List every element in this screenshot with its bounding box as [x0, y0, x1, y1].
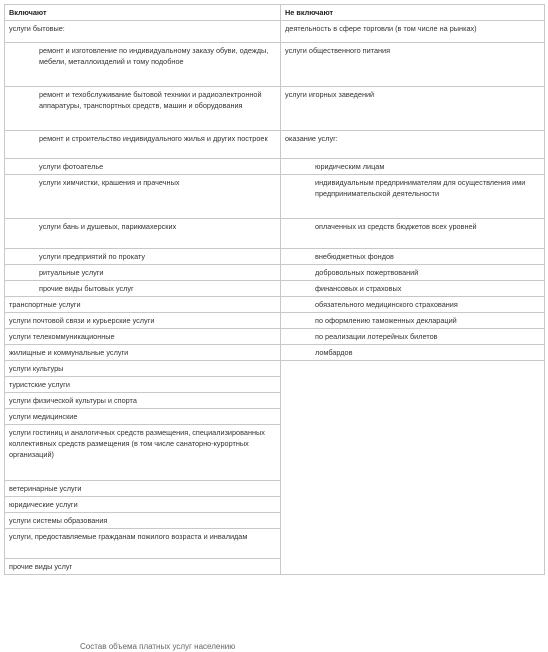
table-cell: услуги фотоателье — [5, 159, 281, 175]
table-row — [5, 21, 545, 43]
table-cell: индивидуальным предпринимателям для осуществления ими предпринимательской деятельности — [281, 175, 545, 219]
table-cell: услуги системы образования — [5, 513, 281, 529]
table-row — [5, 249, 545, 265]
services-table — [4, 4, 545, 575]
table-cell: услуги химчистки, крашения и прачечных — [5, 175, 281, 219]
table-row — [5, 329, 545, 345]
table-cell: услуги бань и душевых, парикмахерских — [5, 219, 281, 249]
table-cell: финансовых и страховых — [281, 281, 545, 297]
header-excludes: Не включают — [281, 5, 545, 21]
table-cell: услуги почтовой связи и курьерские услуги — [5, 313, 281, 329]
table-cell: услуги медицинские — [5, 409, 281, 425]
table-cell: по реализации лотерейных билетов — [281, 329, 545, 345]
table-cell: прочие виды бытовых услуг — [5, 281, 281, 297]
table-cell: юридические услуги — [5, 497, 281, 513]
table-cell: деятельность в сфере торговли (в том числе на рынках) — [281, 21, 545, 43]
table-row — [5, 219, 545, 249]
table-row — [5, 265, 545, 281]
table-cell: прочие виды услуг — [5, 559, 281, 575]
table-row — [5, 281, 545, 297]
table-row — [5, 131, 545, 159]
table-cell: услуги предприятий по прокату — [5, 249, 281, 265]
table-cell: услуги бытовые: — [5, 21, 281, 43]
table-cell: услуги физической культуры и спорта — [5, 393, 281, 409]
table-caption: Состав объема платных услуг населению — [80, 642, 236, 651]
table-cell: внебюджетных фондов — [281, 249, 545, 265]
table-row — [5, 297, 545, 313]
table-cell: жилищные и коммунальные услуги — [5, 345, 281, 361]
table-cell: ломбардов — [281, 345, 545, 361]
header-includes: Включают — [5, 5, 281, 21]
table-cell: транспортные услуги — [5, 297, 281, 313]
table-row — [5, 313, 545, 329]
table-cell: ветеринарные услуги — [5, 481, 281, 497]
table-cell: обязательного медицинского страхования — [281, 297, 545, 313]
table-row — [5, 159, 545, 175]
table-cell: услуги игорных заведений — [281, 87, 545, 131]
empty-cell — [281, 361, 545, 575]
table-cell: юридическим лицам — [281, 159, 545, 175]
table-cell: услуги культуры — [5, 361, 281, 377]
table-row — [5, 175, 545, 219]
table-row — [5, 345, 545, 361]
table-cell: оказание услуг: — [281, 131, 545, 159]
table-cell: ритуальные услуги — [5, 265, 281, 281]
table-cell: услуги телекоммуникационные — [5, 329, 281, 345]
table-row — [5, 87, 545, 131]
table-row — [5, 43, 545, 87]
header-row — [5, 5, 545, 21]
table-cell: туристские услуги — [5, 377, 281, 393]
table-cell: оплаченных из средств бюджетов всех уровней — [281, 219, 545, 249]
table-cell: ремонт и строительство индивидуального жилья и других построек — [5, 131, 281, 159]
table-row — [5, 361, 545, 377]
table-cell: услуги общественного питания — [281, 43, 545, 87]
table-cell: ремонт и техобслуживание бытовой техники и радиоэлектронной аппаратуры, транспортных средств, машин и оборудования — [5, 87, 281, 131]
table-cell: ремонт и изготовление по индивидуальному заказу обуви, одежды, мебели, металлоизделий и тому подобное — [5, 43, 281, 87]
table-cell: добровольных пожертвований — [281, 265, 545, 281]
table-cell: услуги гостиниц и аналогичных средств размещения, специализированных коллективных средств размещения (в том числе санаторно-курортных организаций) — [5, 425, 281, 481]
table-cell: по оформлению таможенных деклараций — [281, 313, 545, 329]
table-cell: услуги, предоставляемые гражданам пожилого возраста и инвалидам — [5, 529, 281, 559]
